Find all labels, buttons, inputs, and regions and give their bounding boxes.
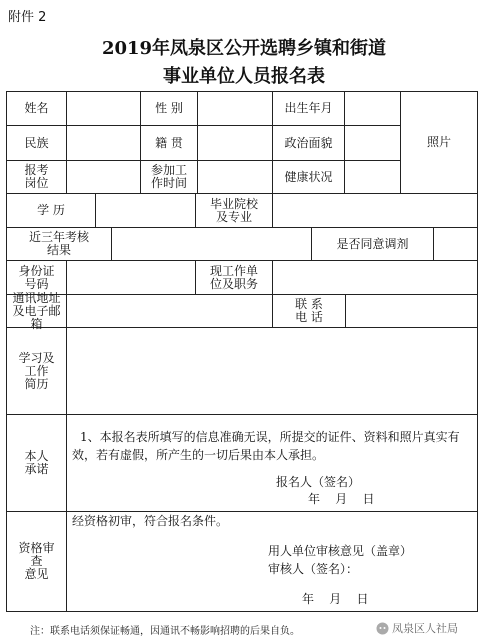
label-gender: 性 别: [155, 101, 183, 115]
label-qualification: 资格审 查 意见: [18, 541, 55, 581]
commitment-signer: 报名人（签名）: [276, 475, 361, 489]
qualification-date: 年 月 日: [302, 592, 369, 606]
label-ethnicity: 民族: [24, 135, 49, 150]
qualification-text: 经资格初审，符合报名条件。: [72, 514, 229, 528]
adjust-field[interactable]: [434, 228, 477, 260]
label-education: 学 历: [37, 203, 65, 217]
label-political: 政治面貌: [284, 135, 333, 150]
form-title-line1: 2019年凤泉区公开选聘乡镇和街道: [101, 38, 387, 59]
label-current-unit: 现工作单 位及职务: [209, 263, 258, 291]
label-school-major: 毕业院校 及专业: [209, 196, 258, 224]
label-health: 健康状况: [284, 169, 333, 184]
current-unit-field[interactable]: [273, 261, 477, 294]
name-field[interactable]: [67, 92, 140, 125]
address-email-field[interactable]: [67, 295, 272, 327]
label-id-number: 身份证 号码: [18, 263, 55, 291]
label-phone: 联 系 电 话: [295, 297, 323, 324]
resume-field[interactable]: [67, 328, 477, 414]
ethnicity-field[interactable]: [67, 126, 140, 160]
label-exam-results: 近三年考核 结果: [28, 230, 89, 257]
watermark-text: 凤泉区人社局: [392, 622, 458, 635]
label-name: 姓名: [24, 101, 49, 115]
commitment-date: 年 月 日: [308, 492, 375, 506]
footer-note: 注：联系电话须保证畅通，因通讯不畅影响招聘的后果自负。: [30, 626, 300, 637]
education-field[interactable]: [96, 194, 195, 227]
attachment-label: 附件 2: [8, 10, 47, 25]
label-birth: 出生年月: [284, 101, 333, 115]
label-address-email: 通讯地址 及电子邮箱: [12, 290, 61, 331]
post-field[interactable]: [67, 161, 140, 193]
label-adjust: 是否同意调剂: [336, 236, 409, 251]
label-hometown: 籍 贯: [155, 135, 183, 150]
gender-field[interactable]: [198, 92, 272, 125]
health-field[interactable]: [345, 161, 400, 193]
photo-box[interactable]: 照片: [426, 135, 451, 149]
hometown-field[interactable]: [198, 126, 272, 160]
unit-opinion: 用人单位审核意见（盖章）: [268, 544, 413, 558]
label-work-time: 参加工 作时间: [150, 163, 187, 190]
phone-field[interactable]: [346, 295, 477, 327]
label-commitment: 本人 承诺: [24, 449, 49, 476]
form-title-line2: 事业单位人员报名表: [163, 66, 325, 87]
work-time-field[interactable]: [198, 161, 272, 193]
label-post: 报考 岗位: [24, 163, 49, 190]
commitment-text: 1、本报名表所填写的信息准确无误，所提交的证件、资料和照片真实有效，若有虚假，所产生的一切后果由本人承担。: [72, 430, 460, 462]
political-field[interactable]: [345, 126, 400, 160]
reviewer-sign: 审核人（签名）：: [268, 562, 359, 576]
label-resume: 学习及 工作 简历: [18, 350, 55, 391]
birth-field[interactable]: [345, 92, 400, 125]
school-major-field[interactable]: [273, 194, 477, 227]
watermark: [376, 620, 458, 636]
id-number-field[interactable]: [67, 261, 195, 294]
exam-results-field[interactable]: [112, 228, 311, 260]
wechat-icon: [376, 622, 389, 635]
